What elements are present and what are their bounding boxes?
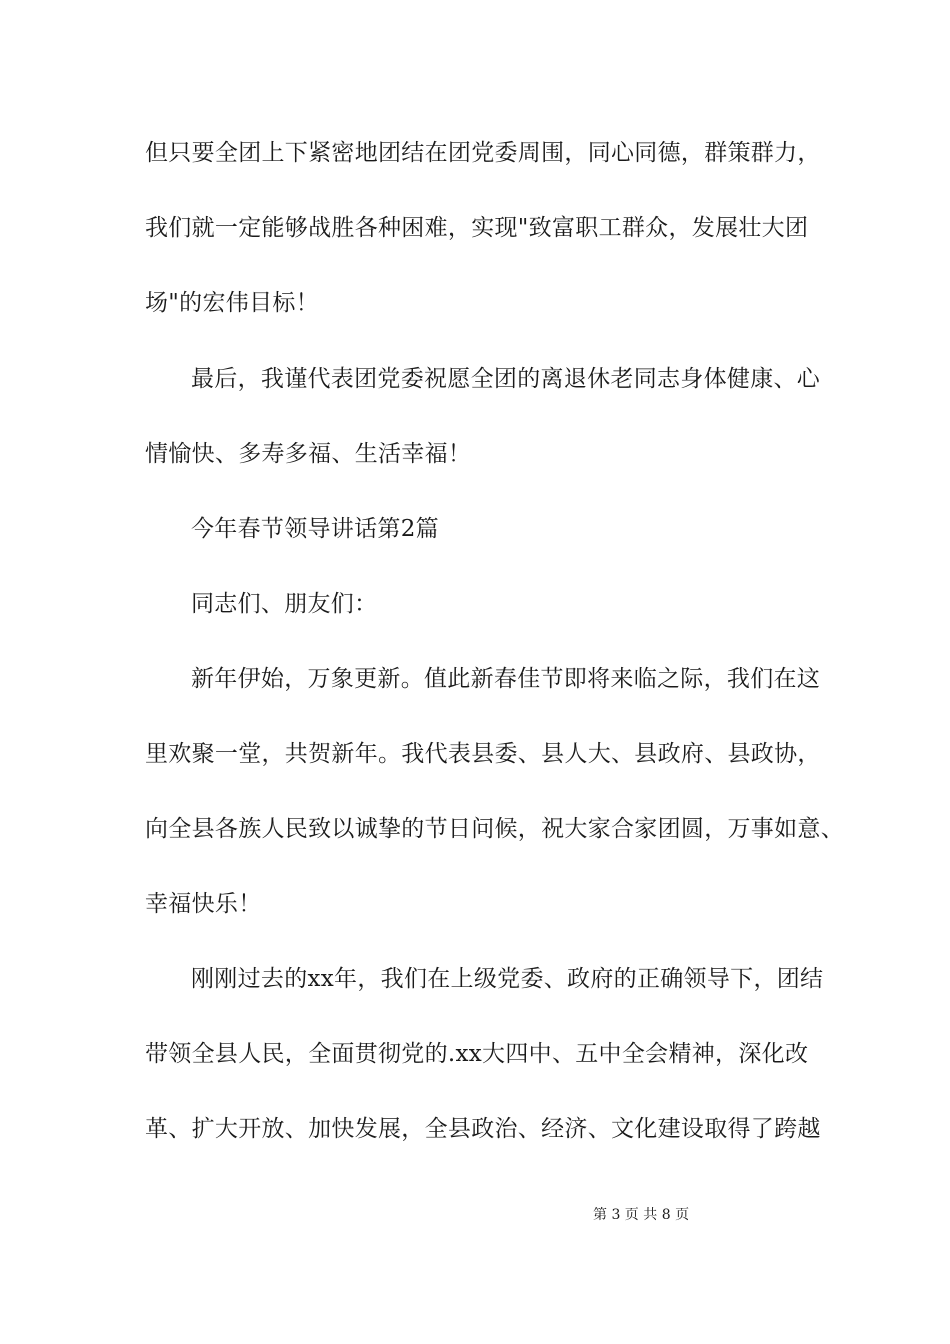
text-line: 但只要全团上下紧密地团结在团党委周围，同心同德，群策群力， <box>145 140 821 166</box>
text-line: 最后，我谨代表团党委祝愿全团的离退休老同志身体健康、心 <box>191 366 821 392</box>
text-line: 带领全县人民，全面贯彻党的.xx大四中、五中全会精神，深化改 <box>145 1041 809 1067</box>
text-line: 场"的宏伟目标！ <box>145 290 319 316</box>
text-line: 新年伊始，万象更新。值此新春佳节即将来临之际，我们在这 <box>191 666 821 692</box>
text-line: 情愉快、多寿多福、生活幸福！ <box>145 441 472 467</box>
text-line: 革、扩大开放、加快发展，全县政治、经济、文化建设取得了跨越 <box>145 1116 821 1142</box>
text-line: 幸福快乐！ <box>145 891 262 917</box>
section-heading: 今年春节领导讲话第2篇 <box>191 516 439 542</box>
text-line: 向全县各族人民致以诚挚的节日问候，祝大家合家团圆，万事如意、 <box>145 816 844 842</box>
salutation: 同志们、朋友们： <box>191 591 378 617</box>
text-line: 里欢聚一堂，共贺新年。我代表县委、县人大、县政府、县政协， <box>145 741 821 767</box>
text-line: 我们就一定能够战胜各种困难，实现"致富职工群众，发展壮大团 <box>145 215 809 241</box>
page-number: 第 3 页 共 8 页 <box>593 1207 690 1223</box>
text-line: 刚刚过去的xx年，我们在上级党委、政府的正确领导下，团结 <box>191 966 824 992</box>
